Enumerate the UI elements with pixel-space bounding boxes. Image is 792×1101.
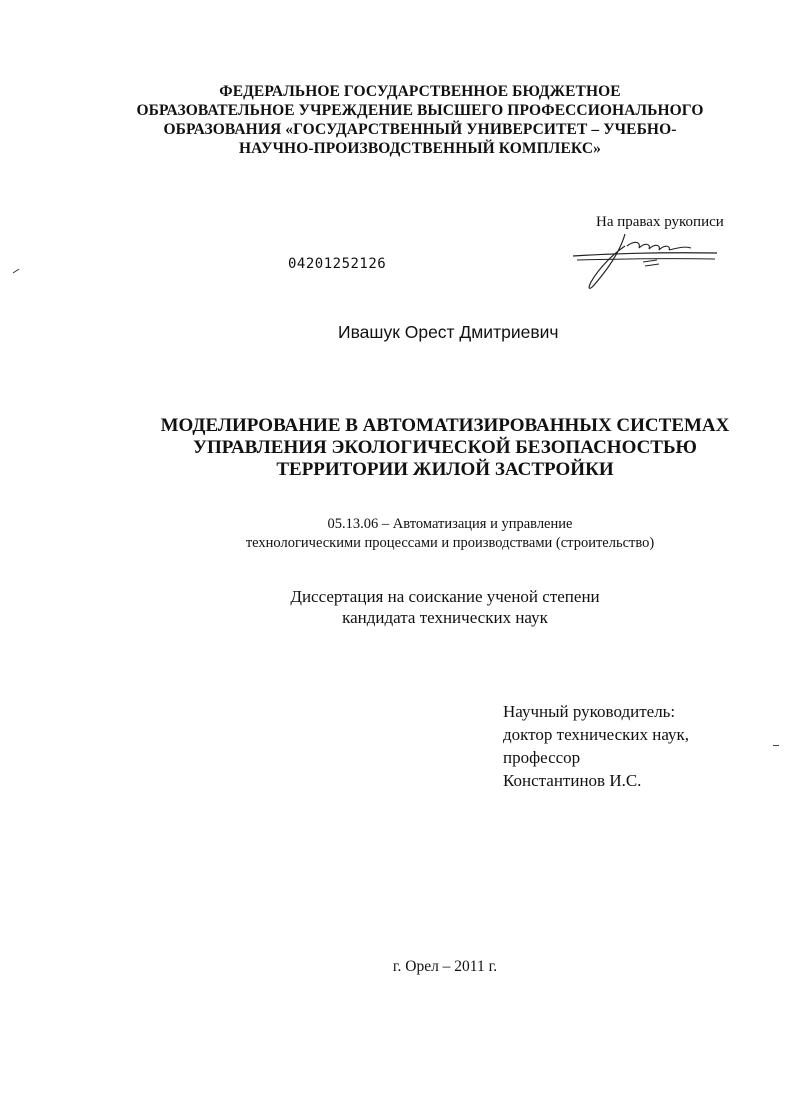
supervisor-name: Константинов И.С.: [503, 771, 642, 790]
title-line-3: ТЕРРИТОРИИ ЖИЛОЙ ЗАСТРОЙКИ: [276, 459, 614, 480]
institution-line-2: ОБРАЗОВАТЕЛЬНОЕ УЧРЕЖДЕНИЕ ВЫСШЕГО ПРОФЕССИОНАЛЬНОГО: [136, 102, 704, 119]
dissertation-title: [140, 415, 750, 481]
signature-image: [565, 232, 725, 294]
specialty: [150, 515, 750, 553]
institution-line-3: ОБРАЗОВАНИЯ «ГОСУДАРСТВЕННЫЙ УНИВЕРСИТЕТ – УЧЕБНО-: [163, 121, 677, 138]
supervisor-heading: Научный руководитель:: [503, 702, 676, 721]
institution-header: [100, 82, 740, 158]
place-and-year: г. Орел – 2011 г.: [392, 958, 498, 975]
institution-line-4: НАУЧНО-ПРОИЗВОДСТВЕННЫЙ КОМПЛЕКС»: [239, 140, 601, 157]
title-line-1: МОДЕЛИРОВАНИЕ В АВТОМАТИЗИРОВАННЫХ СИСТЕМАХ: [160, 415, 730, 436]
title-line-2: УПРАВЛЕНИЯ ЭКОЛОГИЧЕСКОЙ БЕЗОПАСНОСТЬЮ: [193, 437, 697, 458]
author-name: Ивашук Орест Дмитриевич: [338, 322, 559, 342]
degree-statement: [150, 586, 740, 628]
registration-number: 04201252126: [288, 256, 387, 272]
manuscript-note: На правах рукописи: [596, 214, 724, 230]
supervisor-rank: профессор: [503, 748, 581, 767]
degree-line-1: Диссертация на соискание ученой степени: [290, 587, 600, 606]
supervisor-degree: доктор технических наук,: [503, 725, 690, 744]
supervisor-block: [503, 700, 689, 792]
stray-mark: [12, 268, 20, 274]
institution-line-1: ФЕДЕРАЛЬНОЕ ГОСУДАРСТВЕННОЕ БЮДЖЕТНОЕ: [219, 83, 621, 100]
specialty-line-2: технологическими процессами и производствами (строительство): [245, 535, 655, 551]
specialty-line-1: 05.13.06 – Автоматизация и управление: [327, 516, 573, 532]
stray-mark-right: [772, 744, 780, 747]
degree-line-2: кандидата технических наук: [342, 608, 548, 627]
